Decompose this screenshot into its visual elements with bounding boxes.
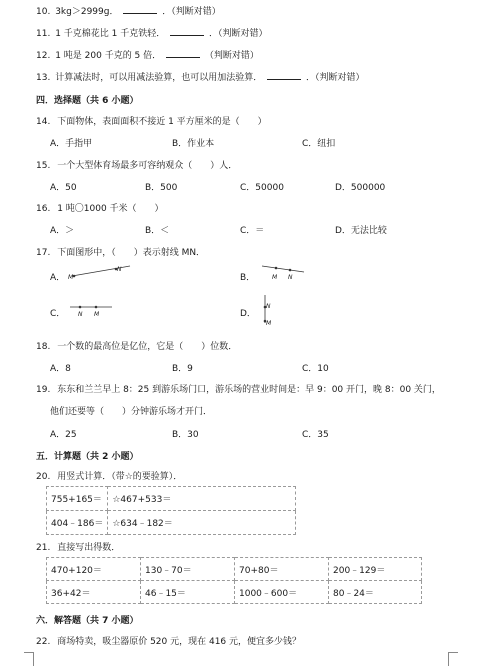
table-cell[interactable]: ☆634﹣182＝ [108,511,296,535]
section-heading-calculation: 五．计算题（共 2 小题） [36,452,139,462]
question-tail: ．（判断对错） [209,29,268,39]
option-b[interactable]: B．30 [172,430,199,440]
question-stem: 用竖式计算．（带☆的要验算）． [57,472,183,482]
option-b[interactable]: B．作业本 [172,139,215,149]
question-stem: 一个大型体育场最多可容纳观众（ ）人． [57,161,238,171]
option-c[interactable]: C．10 [302,364,329,374]
table-cell[interactable]: 200﹣129＝ [329,558,422,581]
question-number: 16. [36,204,51,214]
option-c[interactable]: C．纽扣 [302,139,336,149]
option-c[interactable]: C． [50,309,66,319]
option-b[interactable]: B．＜ [145,226,170,236]
question-15 [36,158,237,171]
question-stem: 一个数的最高位是亿位，它是（ ）位数． [57,342,238,352]
question-12 [36,48,259,61]
question-stem: 东东和兰兰早上 8：25 到游乐场门口，游乐场的营业时间是：早 9：00 开门，晚 8：00 关门， [57,385,441,395]
question-19-continued: 他们还要等（ ）分钟游乐场才开门． [50,407,213,417]
vertical-calculation-table [46,486,296,535]
option-a[interactable]: A．25 [50,430,77,440]
question-16 [36,201,164,214]
question-number: 18. [36,342,51,352]
option-b[interactable]: B． [240,273,256,283]
question-number: 22. [36,637,51,647]
question-text: 1 吨是 200 千克的 5 倍． [55,51,162,61]
answer-blank[interactable] [123,6,157,14]
question-18 [36,339,237,352]
question-stem: 商场特卖，吸尘器原价 520 元，现在 416 元，便宜多少钱？ [57,637,302,647]
question-number: 14. [36,117,51,127]
table-row [47,581,422,604]
option-c[interactable]: C．50000 [240,183,284,193]
question-number: 20. [36,472,51,482]
question-number: 15. [36,161,51,171]
question-number: 21. [36,543,51,553]
label-m: M [68,274,74,281]
ray-figure-c [66,302,116,314]
table-cell[interactable]: 46﹣15＝ [141,581,235,604]
question-text: 3kg＞2999g． [55,7,119,17]
label-n: N [266,303,271,310]
option-a[interactable]: A． [50,273,66,283]
question-tail: ．（判断对错） [162,7,221,17]
ray-figure-a [66,262,136,282]
question-stem: 下面图形中，（ ）表示射线 MN． [57,248,206,258]
option-a[interactable]: A．手指甲 [50,139,93,149]
label-n: N [288,274,293,281]
question-stem: 直接写出得数． [57,543,121,553]
option-c[interactable]: C．35 [302,430,329,440]
question-13 [36,70,364,83]
answer-blank[interactable] [170,28,204,36]
question-20 [36,469,182,482]
option-b[interactable]: B．500 [145,183,178,193]
option-a[interactable]: A．8 [50,364,71,374]
mental-math-table [46,557,422,604]
table-cell[interactable]: 470+120＝ [47,558,141,581]
question-number: 12. [36,51,51,61]
table-cell[interactable]: 130﹣70＝ [141,558,235,581]
question-22 [36,634,301,647]
question-number: 19. [36,385,51,395]
question-stem: 下面物体，表面面积不接近 1 平方厘米的是（ ） [57,117,267,127]
section-heading-solution: 六．解答题（共 7 小题） [36,616,139,626]
question-21 [36,540,120,553]
corner-mark [24,652,34,666]
option-a[interactable]: A．＞ [50,226,75,236]
table-cell[interactable]: 80﹣24＝ [329,581,422,604]
option-d[interactable]: D．无法比较 [335,226,387,236]
question-tail: （判断对错） [204,51,259,61]
table-row [47,511,296,535]
option-a[interactable]: A．50 [50,183,77,193]
table-row [47,558,422,581]
question-14 [36,114,267,127]
label-n: N [117,266,122,273]
question-11 [36,26,268,39]
question-tail: ．（判断对错） [305,73,365,83]
option-c[interactable]: C．＝ [240,226,265,236]
answer-blank[interactable] [166,50,200,58]
label-m: M [266,320,272,327]
question-number: 17. [36,248,51,258]
table-cell[interactable]: 755+165＝ [47,487,108,511]
table-cell[interactable]: 404﹣186＝ [47,511,108,535]
question-10 [36,4,221,17]
table-row [47,487,296,511]
question-number: 11. [36,29,51,39]
question-text: 计算减法时，可以用减法验算，也可以用加法验算． [55,73,263,83]
table-cell[interactable]: 70+80＝ [235,558,329,581]
question-17 [36,245,205,258]
question-number: 10. [36,7,51,17]
question-text: 1 千克棉花比 1 千克铁轻． [55,29,166,39]
section-heading-choice: 四．选择题（共 6 小题） [36,96,139,106]
table-cell[interactable]: 1000﹣600＝ [235,581,329,604]
option-d[interactable]: D． [240,309,256,319]
label-m: M [272,274,278,281]
table-cell[interactable]: 36+42＝ [47,581,141,604]
ray-figure-b [258,262,308,282]
option-d[interactable]: D．500000 [335,183,386,193]
corner-mark [448,652,458,666]
label-n: N [78,311,83,318]
question-number: 13. [36,73,51,83]
question-19 [36,382,441,395]
table-cell[interactable]: ☆467+533＝ [108,487,296,511]
answer-blank[interactable] [267,72,301,80]
question-stem: 1 吨〇1000 千米（ ） [57,204,164,214]
option-b[interactable]: B．9 [172,364,193,374]
label-m: M [94,311,100,318]
